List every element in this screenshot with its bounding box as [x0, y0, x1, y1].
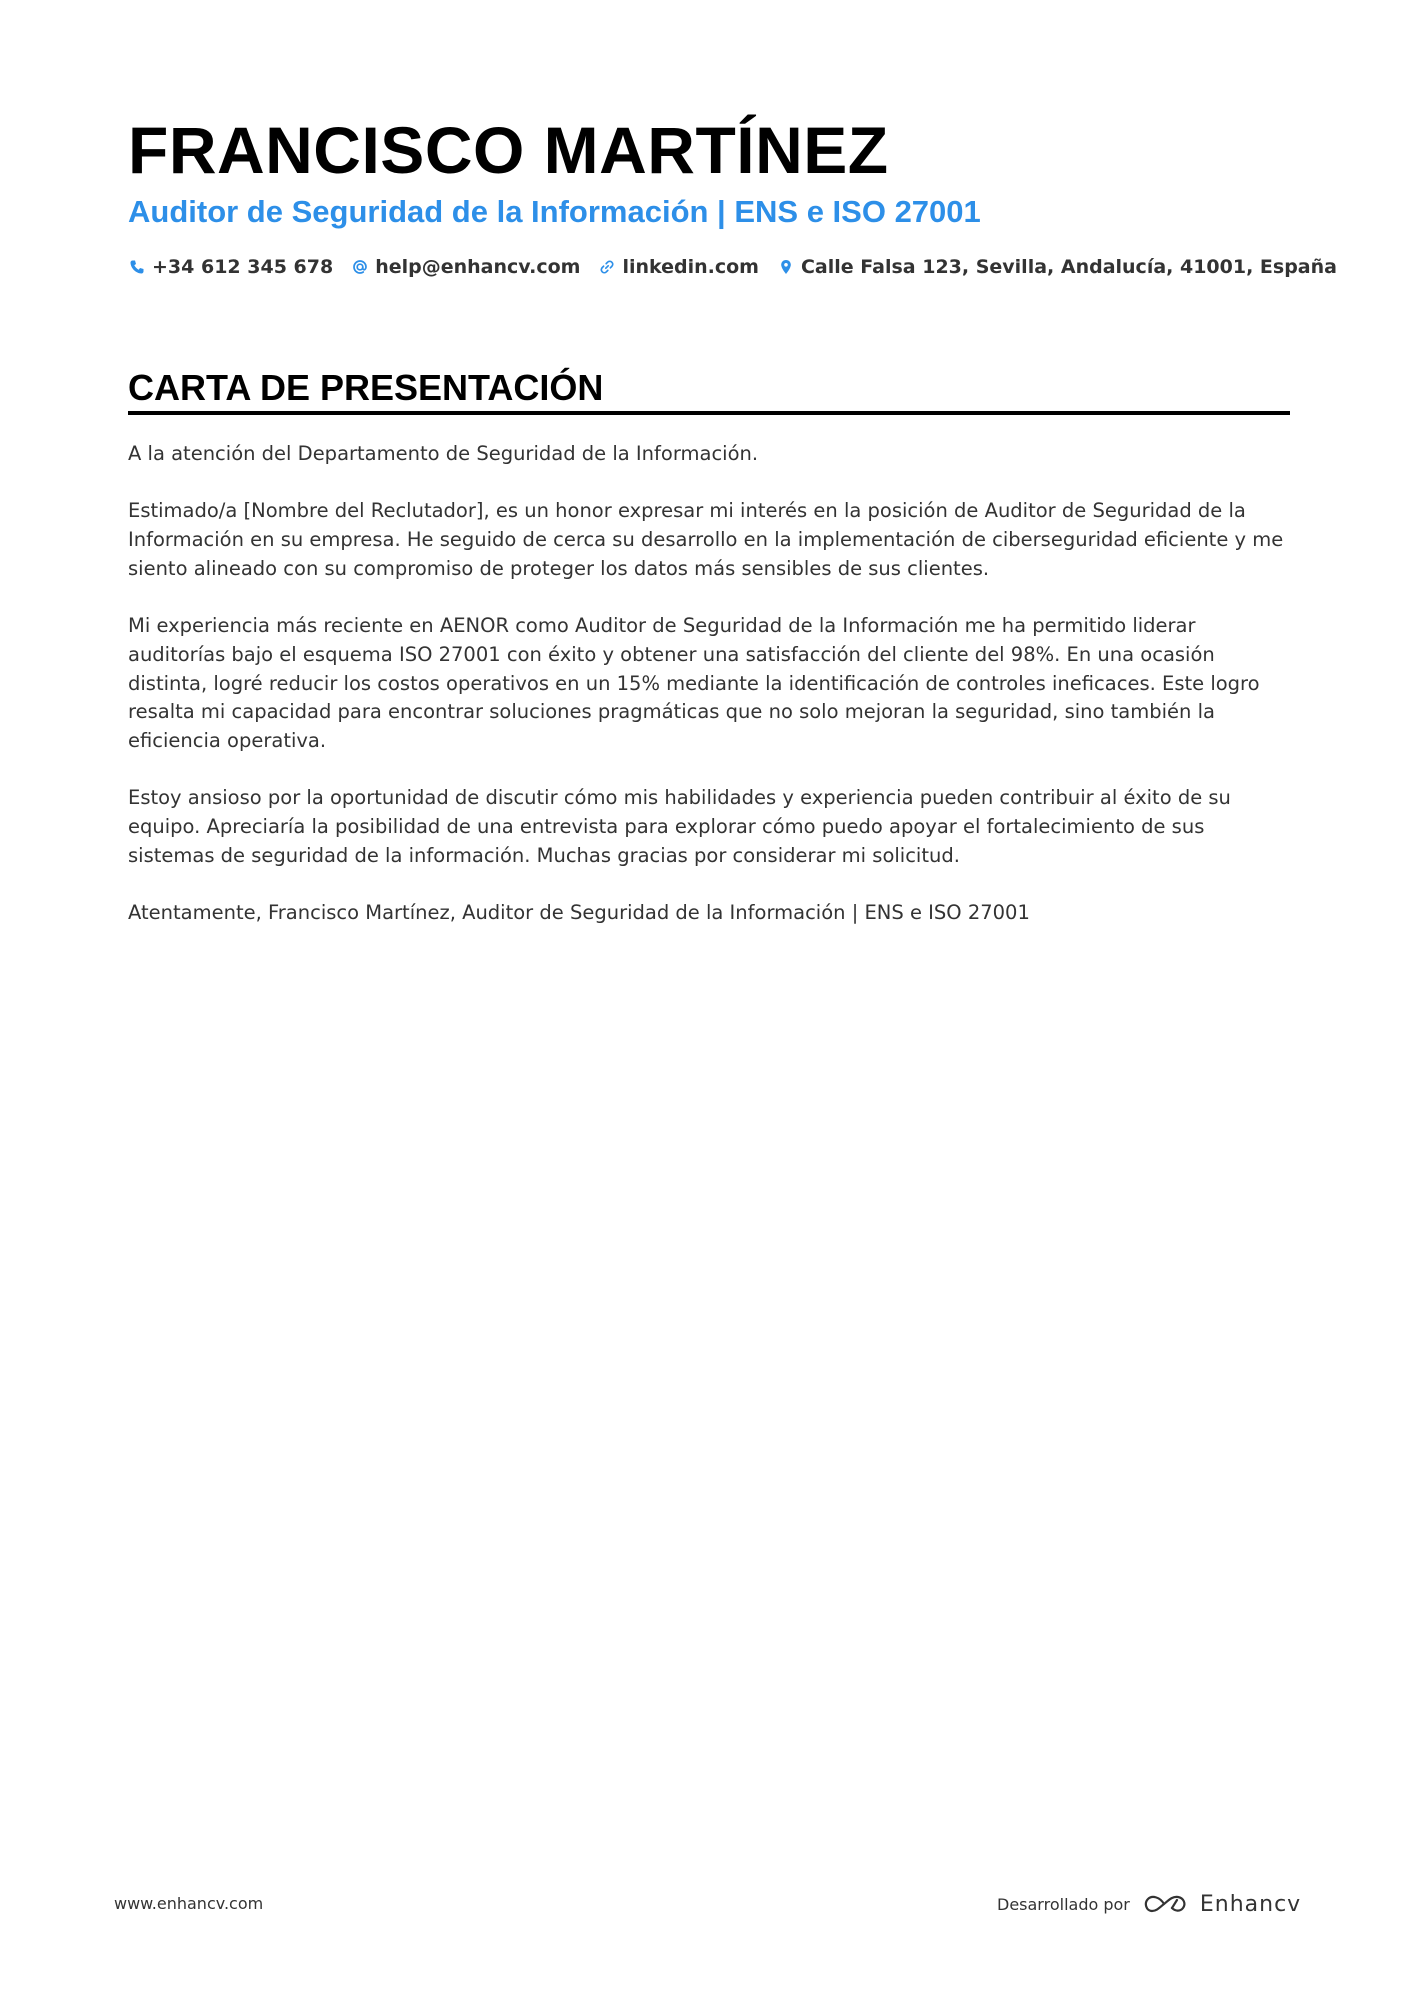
letter-signoff: Atentamente, Francisco Martínez, Auditor de Seguridad de la Información | ENS e ISO 27001: [128, 901, 1030, 925]
section-title: CARTA DE PRESENTACIÓN: [128, 367, 604, 408]
candidate-headline: Auditor de Seguridad de la Información | ENS e ISO 27001: [128, 194, 981, 229]
contact-location-text: Calle Falsa 123, Sevilla, Andalucía, 41001, España: [800, 256, 1337, 278]
contact-linkedin-text: linkedin.com: [622, 256, 759, 278]
contact-bar: [128, 252, 1355, 282]
footer-brand[interactable]: [997, 1886, 1301, 1922]
letter-paragraph: Estimado/a [Nombre del Reclutador], es un honor expresar mi interés en la posición de Auditor de Seguridad de la Información en su empresa. He seguido de cerca su desarrollo en la implementación de ciberseguridad eficiente y me siento alineado con su compromiso de proteger los datos más sensibles de sus clientes.: [128, 499, 1284, 580]
contact-email[interactable]: [351, 256, 580, 278]
powered-by-label: Desarrollado por: [997, 1894, 1130, 1914]
contact-linkedin[interactable]: [598, 256, 759, 278]
contact-phone-text: +34 612 345 678: [152, 256, 334, 278]
brand-name: Enhancv: [1199, 1891, 1302, 1917]
at-icon: [351, 258, 369, 276]
candidate-name: FRANCISCO MARTÍNEZ: [128, 113, 889, 187]
link-icon: [598, 258, 616, 276]
letter-salutation: A la atención del Departamento de Seguridad de la Información.: [128, 442, 759, 465]
enhancv-logo-icon: [1142, 1890, 1190, 1918]
section-divider: [128, 411, 1290, 415]
letter-body: [128, 440, 1293, 957]
footer-website-link[interactable]: www.enhancv.com: [114, 1894, 264, 1913]
letter-paragraph: Estoy ansioso por la oportunidad de discutir cómo mis habilidades y experiencia pueden contribuir al éxito de su equipo. Apreciaría la posibilidad de una entrevista para explorar cómo puedo apoyar el fortalecimiento de sus sistemas de seguridad de la información. Muchas gracias por considerar mi solicitud.: [128, 786, 1231, 867]
contact-location: [777, 256, 1337, 278]
map-pin-icon: [777, 258, 795, 276]
contact-phone: [128, 256, 333, 278]
phone-icon: [128, 258, 146, 276]
contact-email-text: help@enhancv.com: [375, 256, 581, 278]
letter-paragraph: Mi experiencia más reciente en AENOR como Auditor de Seguridad de la Información me ha permitido liderar auditorías bajo el esquema ISO 27001 con éxito y obtener una satisfacción del cliente del 98%. En una ocasión distinta, logré reducir los costos operativos en un 15% mediante la identificación de controles ineficaces. Este logro resalta mi capacidad para encontrar soluciones pragmáticas que no solo mejoran la seguridad, sino también la eficiencia operativa.: [128, 614, 1260, 752]
